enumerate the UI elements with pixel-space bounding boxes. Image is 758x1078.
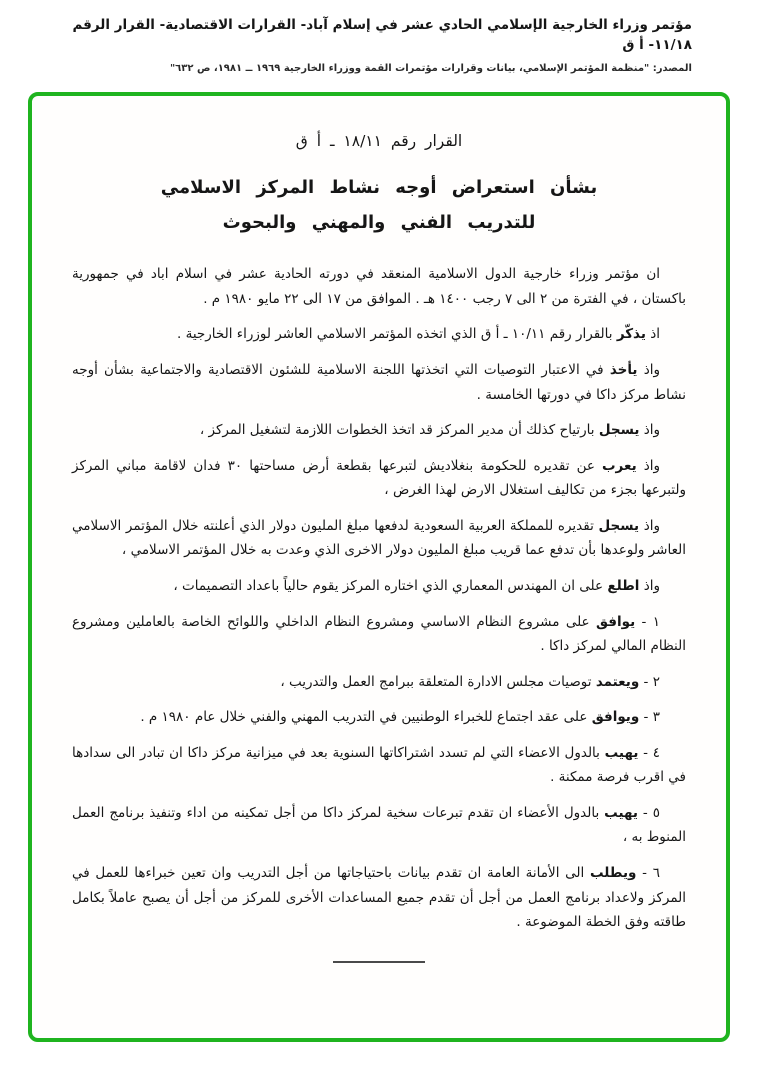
paragraph-text: توصيات مجلس الادارة المتعلقة ببرامج العمل والتدريب ،	[280, 673, 596, 690]
paragraph-text: بالدول الاعضاء التي لم تسدد اشتراكاتها السنوية بعد في ميزانية مركز داكا ان تبادر الى سدادها في اقرب فرصة ممكنة .	[72, 744, 686, 786]
resolution-title-line1: بشأن استعراض أوجه نشاط المركز الاسلامي	[160, 177, 598, 199]
paragraph	[72, 262, 686, 311]
paragraph-keyword: يعرب	[601, 457, 637, 474]
document-page	[28, 92, 730, 1042]
paragraph-keyword: يأخذ	[609, 362, 638, 378]
paragraph-text: الى الأمانة العامة ان تقدم بيانات باحتياجاتها من أجل التدريب وان تعين خبراءها للعمل في المركز ولاعداد برنامج العمل من أجل أن تقدم جميع المساعدات الأخرى للمركز من أجل أن يصبح عاملاً بكامل طاقته وفق الخطة الموضوعة .	[72, 865, 686, 931]
paragraph-text: ٤ -	[638, 744, 660, 761]
paragraph-keyword: يسجل	[598, 422, 640, 439]
paragraph-text: واذ	[639, 517, 660, 534]
paragraph-keyword: يذكّر	[616, 326, 646, 343]
paragraph	[72, 514, 686, 563]
paragraph-keyword: يهيب	[604, 804, 638, 821]
paragraph-keyword: اطلع	[607, 577, 640, 594]
paragraph	[72, 358, 686, 407]
paragraph-keyword: يسجل	[598, 517, 640, 534]
paragraph-text: واذ	[637, 362, 660, 378]
paragraph-keyword: يوافق	[595, 613, 636, 630]
paragraph	[72, 454, 686, 503]
paragraph-keyword: ويعتمد	[595, 673, 640, 690]
paragraph	[72, 705, 686, 730]
paragraph	[72, 741, 686, 790]
header-citation-line: مؤتمر وزراء الخارجية الإسلامي الحادي عشر في إسلام آباد- القرارات الاقتصادية- القرار الرقم ١١/١٨- أ ق	[72, 17, 692, 53]
resolution-title	[72, 170, 686, 240]
paragraph	[72, 418, 686, 443]
paragraph	[72, 322, 686, 347]
paragraph-text: في الاعتبار التوصيات التي اتخذتها اللجنة الاسلامية للشئون الاقتصادية والاجتماعية بشأن أوجه نشاط مركز داكا في دورتها الخامسة .	[72, 362, 686, 403]
paragraph-text: اذ	[645, 326, 660, 343]
resolution-title-line2: للتدريب الفني والمهني والبحوث	[222, 212, 536, 234]
paragraph-text: واذ	[639, 577, 660, 594]
paragraph-text: ٣ -	[639, 709, 660, 726]
end-divider	[333, 961, 425, 963]
paragraph-text: عن تقديره للحكومة بنغلاديش لتبرعها بقطعة أرض مساحتها ٣٠ فدان لاقامة مباني المركز ولتبرعها بجزء من تكاليف استغلال الارض لهذا الغرض ،	[72, 457, 686, 499]
paragraph-text: على مشروع النظام الاساسي ومشروع النظام الداخلي واللوائح الخاصة بالعاملين ومشروع النظام المالي لمركز داكا .	[72, 613, 686, 655]
paragraph	[72, 610, 686, 659]
paragraph-keyword: يهيب	[604, 744, 639, 761]
paragraph-text: ٦ -	[636, 865, 660, 881]
paragraph	[72, 861, 686, 935]
paragraph-text: ٢ -	[639, 673, 660, 690]
paragraph-text: ٥ -	[637, 804, 660, 821]
resolution-number: القرار رقم ١٨/١١ ـ أ ق	[295, 132, 463, 151]
paragraph	[72, 670, 686, 695]
paragraph-text: تقديره للمملكة العربية السعودية لدفعها مبلغ المليون دولار الذي أعلنته خلال المؤتمر الاسلامي العاشر ولوعدها بأن تدفع عما قريب مبلغ المليون دولار الاخرى الذي وعدت به خلال المؤتمر الاسلامي ،	[72, 517, 686, 559]
paragraph-text: على ان المهندس المعماري الذي اختاره المركز يقوم حالياً باعداد التصميمات ،	[173, 577, 608, 594]
paragraph-text: بالدول الأعضاء ان تقدم تبرعات سخية لمركز داكا من أجل تمكينه من اداء وتنفيذ برنامج العمل المنوط به ،	[72, 804, 686, 846]
paragraph-text: ان مؤتمر وزراء خارجية الدول الاسلامية المنعقد في دورته الحادية عشر في اسلام اباد في جمهورية باكستان ، في الفترة من ٢ الى ٧ رجب ١٤٠٠ هـ . الموافق من ١٧ الى ٢٢ مايو ١٩٨٠ م .	[72, 266, 686, 307]
paragraph-keyword: ويطلب	[590, 865, 637, 881]
paragraph-text: بالقرار رقم ١٠/١١ ـ أ ق الذي اتخذه المؤتمر الاسلامي العاشر لوزراء الخارجية .	[177, 326, 617, 343]
paragraph-keyword: ويوافق	[591, 709, 640, 726]
source-line: المصدر: "منظمة المؤتمر الإسلامي، بيانات وقرارات مؤتمرات القمة ووزراء الخارجية ١٩٦٩ ــ ١٩٨١، ص ٦٣٢"	[169, 63, 692, 75]
paragraph-text: على عقد اجتماع للخبراء الوطنيين في التدريب المهني والفني خلال عام ١٩٨٠ م .	[140, 709, 592, 726]
header-citation-block	[0, 0, 758, 76]
paragraph-text: واذ	[636, 457, 660, 474]
paragraphs	[72, 262, 686, 934]
paragraph-text: بارتياح كذلك أن مدير المركز قد اتخذ الخطوات اللازمة لتشغيل المركز ،	[199, 422, 599, 439]
paragraph	[72, 801, 686, 850]
paragraph-text: واذ	[639, 422, 660, 439]
paragraph-text: ١ -	[635, 613, 660, 630]
paragraph	[72, 574, 686, 599]
